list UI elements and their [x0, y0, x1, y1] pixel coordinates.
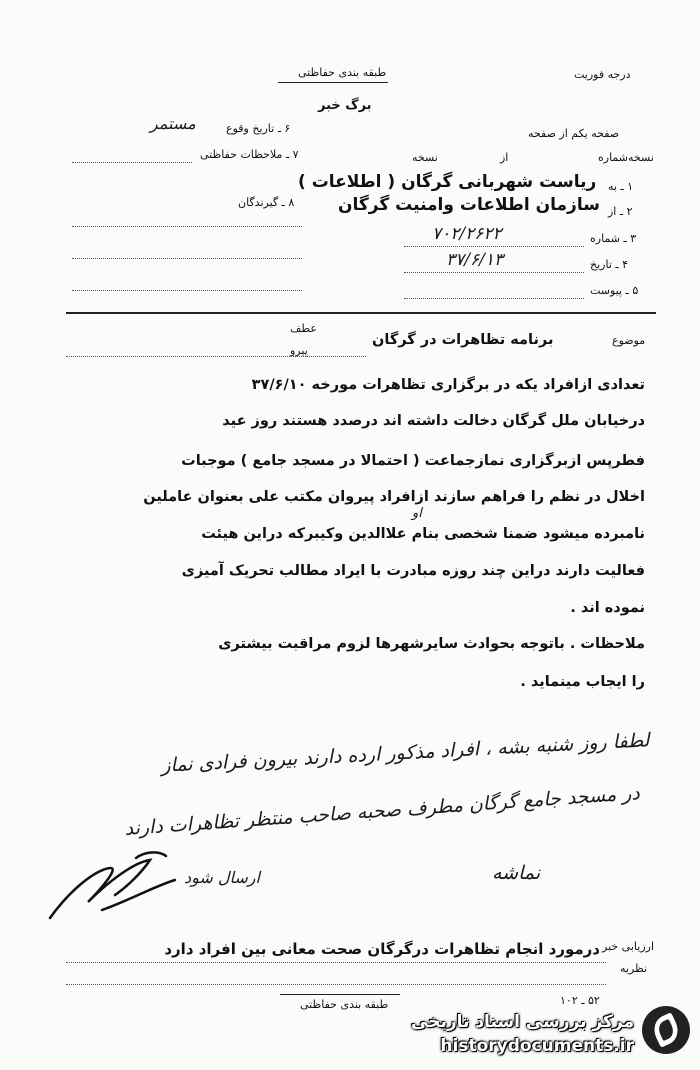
form-title: برگ خبر — [318, 98, 372, 113]
recipient-dotline-2 — [72, 258, 302, 259]
handwritten-line-1: لطفا روز شنبه بشه ، افراد مذکور ارده دارند بیرون فرادی نماز — [161, 729, 651, 777]
field-from-value: سازمان اطلاعات وامنیت گرگان — [338, 195, 600, 215]
copy-suffix: نسخه — [412, 151, 438, 164]
subject-label: موضوع — [612, 334, 646, 347]
handwritten-line-2: در مسجد جامع گرگان مطرف صحبه صاحب منتظر تظاهرات دارند — [123, 782, 641, 840]
occurrence-date-label: ۶ ـ تاریخ وقوع — [226, 122, 291, 135]
occurrence-date-value: مستمر — [150, 114, 196, 133]
watermark-title: مرکز بررسی اسناد تاریخی — [411, 1012, 634, 1032]
field-number-value: ۷۰۲/۲۶۲۲ — [432, 224, 502, 244]
copy-label: نسخه‌شماره — [598, 151, 654, 164]
body-line-6: فعالیت دارند دراین چند روزه مبادرت با ایراد مطالب تحریک آمیزی — [181, 563, 645, 579]
field-to-value: ریاست شهربانی گرگان ( اطلاعات ) — [298, 172, 597, 192]
number-dotline — [404, 246, 584, 247]
header-separator — [66, 312, 656, 314]
evaluation-value: درمورد انجام تظاهرات درگرگان صحت معانی بین افراد دارد — [164, 940, 600, 958]
attachment-dotline — [404, 298, 584, 299]
evaluation-label: ارزیابی خبر — [602, 940, 655, 953]
ref-label: عطف — [290, 322, 317, 335]
recipient-dotline-3 — [72, 290, 302, 291]
handwritten-line-3: نماشه — [492, 862, 541, 884]
field-attachment-label: ۵ ـ پیوست — [590, 284, 639, 297]
watermark-url: historydocuments.ir — [440, 1036, 634, 1056]
classification-underline — [278, 82, 388, 83]
archive-logo-icon — [642, 1006, 690, 1054]
subject-value: برنامه تظاهرات در گرگان — [372, 332, 554, 348]
subject-dotline — [66, 356, 366, 357]
handwritten-sign-text: ارسال شود — [184, 868, 260, 887]
field-date-label: ۴ ـ تاریخ — [590, 258, 629, 271]
body-line-5: نامبرده میشود ضمنا شخصی بنام علاالدین وکیبرکه دراین هیئت — [201, 526, 645, 542]
evaluation-dotline-2 — [66, 984, 606, 985]
body-line-4: اخلال در نظم را فراهم سازند ازافراد پیروان مکتب علی بعنوان عاملین — [143, 489, 645, 505]
page-label: صفحه یکم از صفحه — [528, 127, 620, 140]
priority-label: درجه فوریت — [574, 68, 631, 81]
field-date-value: ۳۷/۶/۱۳ — [446, 250, 504, 270]
classification-top: طبقه بندی حفاظتی — [298, 66, 387, 79]
opinion-label: نظریه — [620, 962, 648, 975]
remarks-line-2: را ایجاب مینماید . — [520, 674, 645, 690]
field-from-label: ۲ ـ از — [608, 205, 633, 218]
classification-bottom-rule — [280, 994, 400, 995]
recipient-dotline-1 — [72, 226, 302, 227]
body-line-7: نموده اند . — [570, 600, 645, 616]
remarks-label: ۷ ـ ملاحظات حفاظتی — [200, 148, 299, 161]
copy-value: از — [500, 151, 509, 164]
body-line-1: تعدادی ازافراد یکه در برگزاری تظاهرات مورخه ۳۷/۶/۱۰ — [251, 377, 645, 393]
classification-bottom: طبقه بندی حفاظتی — [300, 998, 389, 1011]
form-code: ۵۲ ـ ۱۰۲ — [560, 994, 600, 1007]
signature-mark — [40, 840, 190, 930]
field-number-label: ۳ ـ شماره — [590, 232, 637, 245]
date-dotline — [404, 272, 584, 273]
body-line-2: درخیابان ملل گرگان دخالت داشته اند درصدد هستند روز عید — [222, 413, 645, 429]
evaluation-dotline-1 — [66, 962, 606, 963]
field-to-label: ۱ ـ به — [608, 180, 634, 193]
body-insert: او — [412, 506, 422, 521]
remarks-line-1: ملاحظات . باتوجه بحوادث سایرشهرها لزوم مراقبت بیشتری — [218, 636, 645, 652]
body-line-3: فطرپس ازبرگزاری نمازجماعت ( احتمالا در مسجد جامع ) موجبات — [181, 453, 645, 469]
follow-label: پیرو — [290, 344, 308, 357]
remarks-dotline — [72, 162, 192, 163]
recipients-label: ۸ ـ گیرندگان — [238, 196, 295, 209]
